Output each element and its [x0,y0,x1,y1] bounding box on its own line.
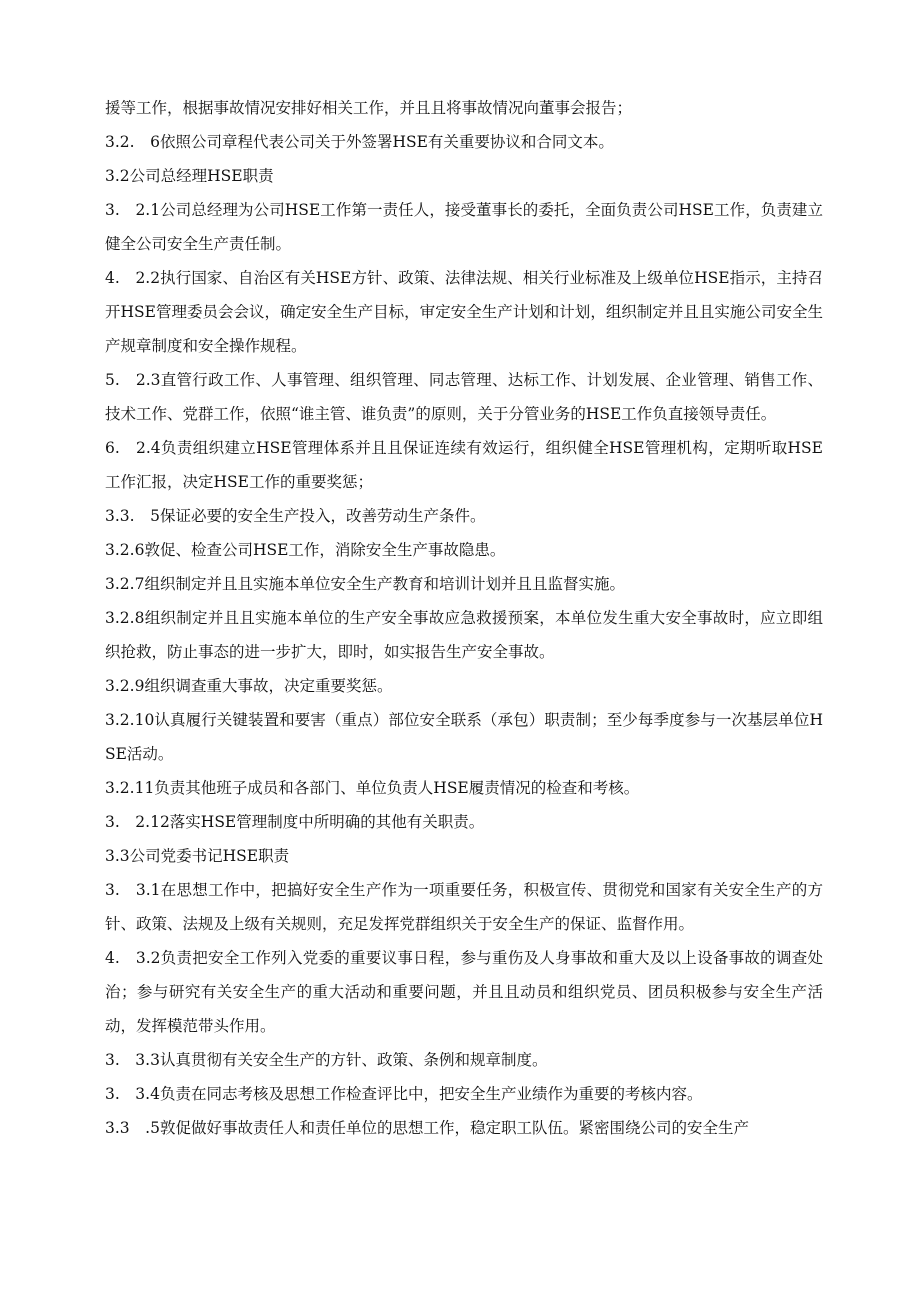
paragraph: 3.2.7组织制定并且且实施本单位安全生产教育和培训计划并且且监督实施。 [105,575,625,593]
paragraph: 5. 2.3直管行政工作、人事管理、组织管理、同志管理、达标工作、计划发展、企业管理、销售工作、技术工作、党群工作，依照“谁主管、谁负责”的原则，关于分管业务的HSE工作负直接领导责任。 [105,371,823,423]
paragraph: 3.2.10认真履行关键装置和要害（重点）部位安全联系（承包）职责制；至少每季度参与一次基层单位HSE活动。 [105,711,823,763]
section-heading: 3.2公司总经理HSE职责 [105,167,274,185]
paragraph: 4. 2.2执行国家、自治区有关HSE方针、政策、法律法规、相关行业标准及上级单位HSE指示，主持召开HSE管理委员会会议，确定安全生产目标，审定安全生产计划和计划，组织制定并且且实施公司安全生产规章制度和安全操作规程。 [105,269,823,355]
paragraph: 3. 3.3认真贯彻有关安全生产的方针、政策、条例和规章制度。 [105,1051,548,1069]
document-body [105,91,823,1145]
paragraph: 3. 3.4负责在同志考核及思想工作检查评比中，把安全生产业绩作为重要的考核内容。 [105,1085,703,1103]
paragraph: 3.3. 5保证必要的安全生产投入，改善劳动生产条件。 [105,507,486,525]
paragraph: 4. 3.2负责把安全工作列入党委的重要议事日程，参与重伤及人身事故和重大及以上设备事故的调查处治；参与研究有关安全生产的重大活动和重要问题，并且且动员和组织党员、团员积极参与安全生产活动，发挥模范带头作用。 [105,949,823,1035]
paragraph: 6. 2.4负责组织建立HSE管理体系并且且保证连续有效运行，组织健全HSE管理机构，定期听取HSE工作汇报，决定HSE工作的重要奖惩； [105,439,823,491]
paragraph: 3.2.9组织调查重大事故，决定重要奖惩。 [105,677,393,695]
paragraph: 3.2.8组织制定并且且实施本单位的生产安全事故应急救援预案，本单位发生重大安全事故时，应立即组织抢救，防止事态的进一步扩大，即时，如实报告生产安全事故。 [105,609,823,661]
paragraph: 3. 2.1公司总经理为公司HSE工作第一责任人，接受董事长的委托，全面负责公司HSE工作，负责建立健全公司安全生产责任制。 [105,201,823,253]
section-heading: 3.3公司党委书记HSE职责 [105,847,290,865]
paragraph: 3.2.6敦促、检查公司HSE工作，消除安全生产事故隐患。 [105,541,506,559]
paragraph: 3. 2.12落实HSE管理制度中所明确的其他有关职责。 [105,813,485,831]
paragraph: 3.3 .5敦促做好事故责任人和责任单位的思想工作，稳定职工队伍。紧密围绕公司的安全生产 [105,1119,749,1137]
paragraph: 3.2.11负责其他班子成员和各部门、单位负责人HSE履责情况的检查和考核。 [105,779,640,797]
paragraph: 3.2. 6依照公司章程代表公司关于外签署HSE有关重要协议和合同文本。 [105,133,614,151]
paragraph: 援等工作，根据事故情况安排好相关工作，并且且将事故情况向董事会报告； [105,99,633,117]
paragraph: 3. 3.1在思想工作中，把搞好安全生产作为一项重要任务，积极宣传、贯彻党和国家有关安全生产的方针、政策、法规及上级有关规则，充足发挥党群组织关于安全生产的保证、监督作用。 [105,881,823,933]
